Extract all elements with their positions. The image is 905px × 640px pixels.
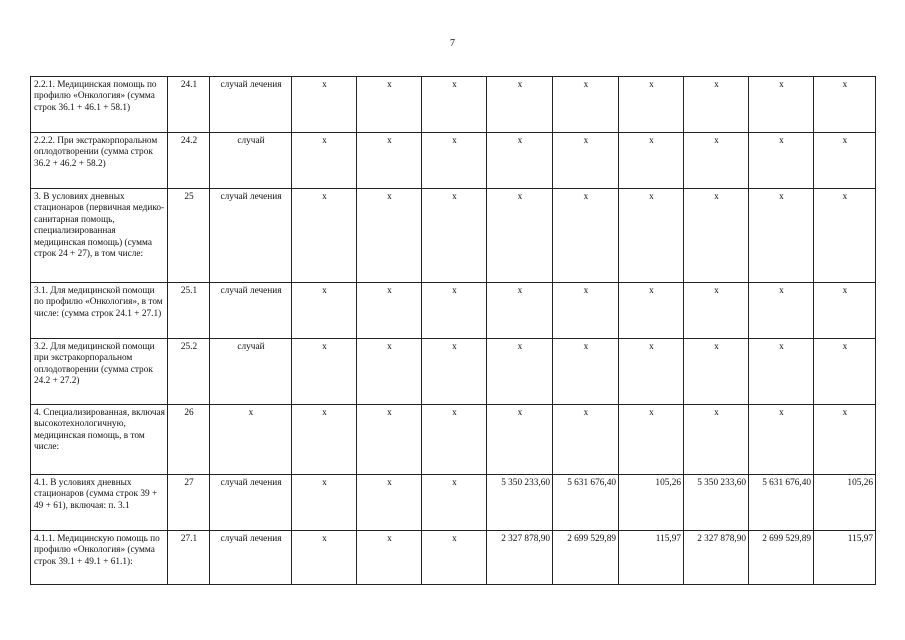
table-cell: 115,97 bbox=[619, 531, 684, 585]
table-cell: x bbox=[749, 77, 814, 133]
table-row bbox=[31, 531, 876, 585]
table-cell: x bbox=[292, 189, 357, 283]
table-cell: x bbox=[814, 339, 876, 405]
table-row bbox=[31, 339, 876, 405]
table-cell: x bbox=[487, 189, 553, 283]
row-code: 27.1 bbox=[168, 531, 210, 585]
table-row bbox=[31, 133, 876, 189]
table-cell: 2 699 529,89 bbox=[553, 531, 619, 585]
row-name: 3.2. Для медицинской помощи при экстракорпоральном оплодотворении (сумма строк 24.2 + 27.2) bbox=[31, 339, 168, 405]
table-cell: x bbox=[749, 133, 814, 189]
table-row bbox=[31, 189, 876, 283]
table-cell: x bbox=[422, 189, 487, 283]
table-row bbox=[31, 405, 876, 475]
row-name: 3.1. Для медицинской помощи по профилю «Онкология», в том числе: (сумма строк 24.1 + 27.1) bbox=[31, 283, 168, 339]
row-unit: случай лечения bbox=[210, 531, 292, 585]
table-cell: x bbox=[357, 133, 422, 189]
table-cell: x bbox=[292, 283, 357, 339]
table-cell: x bbox=[422, 339, 487, 405]
table-cell: x bbox=[422, 133, 487, 189]
row-unit: случай лечения bbox=[210, 475, 292, 531]
table-cell: x bbox=[292, 77, 357, 133]
table-row bbox=[31, 77, 876, 133]
row-unit: случай лечения bbox=[210, 189, 292, 283]
table-cell: x bbox=[814, 77, 876, 133]
table-cell: x bbox=[684, 339, 749, 405]
table-cell: x bbox=[553, 77, 619, 133]
table-cell: x bbox=[814, 189, 876, 283]
table-cell: x bbox=[749, 189, 814, 283]
row-unit: x bbox=[210, 405, 292, 475]
table-cell: 2 699 529,89 bbox=[749, 531, 814, 585]
table-cell: 5 350 233,60 bbox=[684, 475, 749, 531]
table-cell: x bbox=[684, 133, 749, 189]
table-cell: x bbox=[684, 283, 749, 339]
table-cell: x bbox=[619, 405, 684, 475]
table-cell: 5 631 676,40 bbox=[749, 475, 814, 531]
row-code: 25.2 bbox=[168, 339, 210, 405]
table-cell: x bbox=[422, 475, 487, 531]
row-name: 4. Специализированная, включая высокотехнологичную, медицинская помощь, в том числе: bbox=[31, 405, 168, 475]
table-cell: x bbox=[814, 133, 876, 189]
row-name: 4.1. В условиях дневных стационаров (сумма строк 39 + 49 + 61), включая: п. 3.1 bbox=[31, 475, 168, 531]
table-cell: x bbox=[553, 133, 619, 189]
table-cell: 2 327 878,90 bbox=[487, 531, 553, 585]
table-cell: x bbox=[422, 77, 487, 133]
row-name: 2.2.1. Медицинская помощь по профилю «Онкология» (сумма строк 36.1 + 46.1 + 58.1) bbox=[31, 77, 168, 133]
table-cell: x bbox=[814, 405, 876, 475]
row-name: 2.2.2. При экстракорпоральном оплодотворении (сумма строк 36.2 + 46.2 + 58.2) bbox=[31, 133, 168, 189]
row-name: 3. В условиях дневных стационаров (первичная медико-санитарная помощь, специализированная медицинская помощь) (сумма строк 24 + 27), в том числе: bbox=[31, 189, 168, 283]
table-cell: x bbox=[619, 133, 684, 189]
table-cell: x bbox=[553, 283, 619, 339]
table-cell: x bbox=[619, 339, 684, 405]
row-unit: случай лечения bbox=[210, 77, 292, 133]
row-unit: случай лечения bbox=[210, 283, 292, 339]
table-row bbox=[31, 283, 876, 339]
table-cell: x bbox=[619, 77, 684, 133]
row-code: 24.2 bbox=[168, 133, 210, 189]
table-cell: 105,26 bbox=[619, 475, 684, 531]
table-cell: x bbox=[422, 531, 487, 585]
table-cell: x bbox=[553, 189, 619, 283]
table-cell: x bbox=[422, 405, 487, 475]
row-code: 25.1 bbox=[168, 283, 210, 339]
table-row bbox=[31, 475, 876, 531]
table-cell: 2 327 878,90 bbox=[684, 531, 749, 585]
table-cell: x bbox=[487, 283, 553, 339]
table-cell: x bbox=[487, 405, 553, 475]
data-table bbox=[30, 76, 876, 585]
table-cell: 5 631 676,40 bbox=[553, 475, 619, 531]
row-unit: случай bbox=[210, 339, 292, 405]
table-cell: x bbox=[553, 405, 619, 475]
table-cell: x bbox=[619, 189, 684, 283]
table-cell: x bbox=[749, 405, 814, 475]
table-cell: x bbox=[487, 339, 553, 405]
table-cell: x bbox=[292, 531, 357, 585]
table-cell: x bbox=[684, 405, 749, 475]
table-cell: x bbox=[357, 189, 422, 283]
row-code: 25 bbox=[168, 189, 210, 283]
table-cell: x bbox=[357, 283, 422, 339]
row-code: 27 bbox=[168, 475, 210, 531]
table-cell: 105,26 bbox=[814, 475, 876, 531]
table-cell: x bbox=[292, 339, 357, 405]
table-cell: x bbox=[619, 283, 684, 339]
table-cell: 5 350 233,60 bbox=[487, 475, 553, 531]
page-number: 7 bbox=[450, 38, 455, 49]
row-code: 24.1 bbox=[168, 77, 210, 133]
table-cell: x bbox=[814, 283, 876, 339]
table-cell: x bbox=[357, 339, 422, 405]
table-cell: x bbox=[684, 77, 749, 133]
row-name: 4.1.1. Медицинскую помощь по профилю «Онкология» (сумма строк 39.1 + 49.1 + 61.1): bbox=[31, 531, 168, 585]
table-cell: x bbox=[487, 133, 553, 189]
table-cell: x bbox=[292, 475, 357, 531]
table-cell: x bbox=[357, 531, 422, 585]
row-unit: случай bbox=[210, 133, 292, 189]
table-cell: x bbox=[292, 405, 357, 475]
table-cell: x bbox=[487, 77, 553, 133]
table-cell: x bbox=[749, 339, 814, 405]
table-cell: x bbox=[357, 405, 422, 475]
table-cell: x bbox=[553, 339, 619, 405]
table-cell: x bbox=[292, 133, 357, 189]
table-cell: x bbox=[422, 283, 487, 339]
table-cell: x bbox=[749, 283, 814, 339]
row-code: 26 bbox=[168, 405, 210, 475]
table-cell: x bbox=[357, 475, 422, 531]
table-cell: x bbox=[684, 189, 749, 283]
table-cell: x bbox=[357, 77, 422, 133]
table-cell: 115,97 bbox=[814, 531, 876, 585]
